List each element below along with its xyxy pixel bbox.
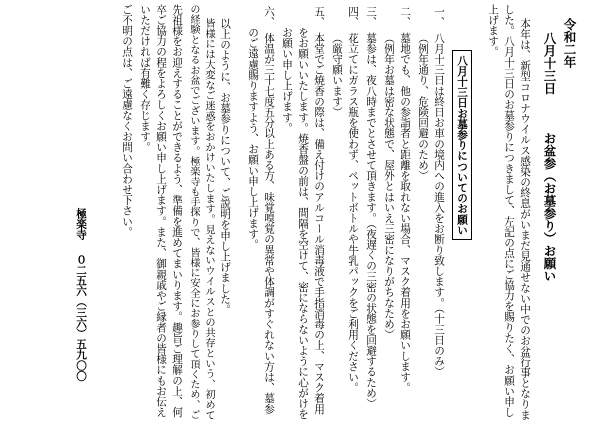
item-4-line-1: 四、 花立てにガラス瓶を使わず、ペットボトルや牛乳パックをご利用ください。 <box>347 6 359 393</box>
item-6-line-1: 六、 体温が三十七度五分以上ある方、味覚嗅覚の異常や体調がすぐれない方は、墓参 <box>263 6 275 415</box>
item-1-line-2: （例年通り、危険回避のため） <box>417 6 429 181</box>
closing-line-1: 以上のように、お墓参りについて、ご説明を申し上げました。 <box>219 18 231 315</box>
item-2-line-2: （例年お墓は密な状態で、屋外とはいえ三密になりがちなため） <box>383 6 395 340</box>
item-5-line-2: をお願いいたします。焼香盤の前は、間隔を空けて、密にならないように心がけを <box>297 6 309 420</box>
closing-line-5: 卒ご協力の程をよろしくお願い申し上げます。また、御親戚やご縁者の皆様にもお伝え <box>155 4 167 418</box>
temple-phone: ０二五六（三六）五九〇〇 <box>75 254 87 382</box>
item-5-line-1: 五、 本堂でご焼香の際は、備え付けのアルコール消毒液で手指消毒の上、マスク着用 <box>313 6 325 415</box>
item-1-line-1: 一、 八月十三日は終日お車の境内への進入をお断り致します。（十三日のみ） <box>433 6 445 377</box>
intro-line-1: 本年は、新型コロナウイルス感染の終息がいまだ見通せない中でのお盆行事となりま <box>519 18 531 421</box>
document-title: お盆参（お墓参り）お願い <box>542 132 557 282</box>
notice-box-title: 八月十三日お墓参りについてのお願い <box>452 50 472 240</box>
closing-line-2: 皆様には大変なご迷惑をおかけいたします。見えないウイルスとの共存という、初めて <box>203 18 215 421</box>
date-heading: 八月十三日 <box>542 32 557 95</box>
item-3-line-1: 三、 墓参は、夜八時までとさせて頂きます。（夜遅くの三密の状態を回避するため） <box>365 6 377 409</box>
intro-line-2: した。八月十三日のお墓参りにつきまして、左記の点にご協力を賜りたく、お願い申し <box>503 4 515 418</box>
closing-line-7: ご不明の点は、ご遠慮なくお問い合わせ下さい。 <box>121 4 133 238</box>
closing-line-6: いただければ有難く存じます。 <box>139 4 151 153</box>
item-6-line-2: のご遠慮賜りますよう、お願い申し上げます。 <box>247 6 259 250</box>
item-4-line-2: （厳守願います） <box>331 6 343 118</box>
temple-name: 極楽寺 <box>75 208 87 240</box>
intro-line-3: 上げます。 <box>487 4 499 57</box>
closing-line-3: の経験となるお盆でございます。極楽寺も手探りで、皆様に安全にお参りして頂くため、ご <box>188 4 199 420</box>
item-2-line-1: 二、 墓地でも、他の参詣者と距離を取れない場合、マスク着用をお願いします。 <box>399 6 411 393</box>
year-heading: 令和二年 <box>562 18 577 68</box>
closing-line-4: 先祖様をお迎えすることができるよう、準備を進めてまいります。趣旨ご理解の上、何 <box>171 4 183 418</box>
item-5-line-3: お願い申し上げます。 <box>281 6 293 134</box>
